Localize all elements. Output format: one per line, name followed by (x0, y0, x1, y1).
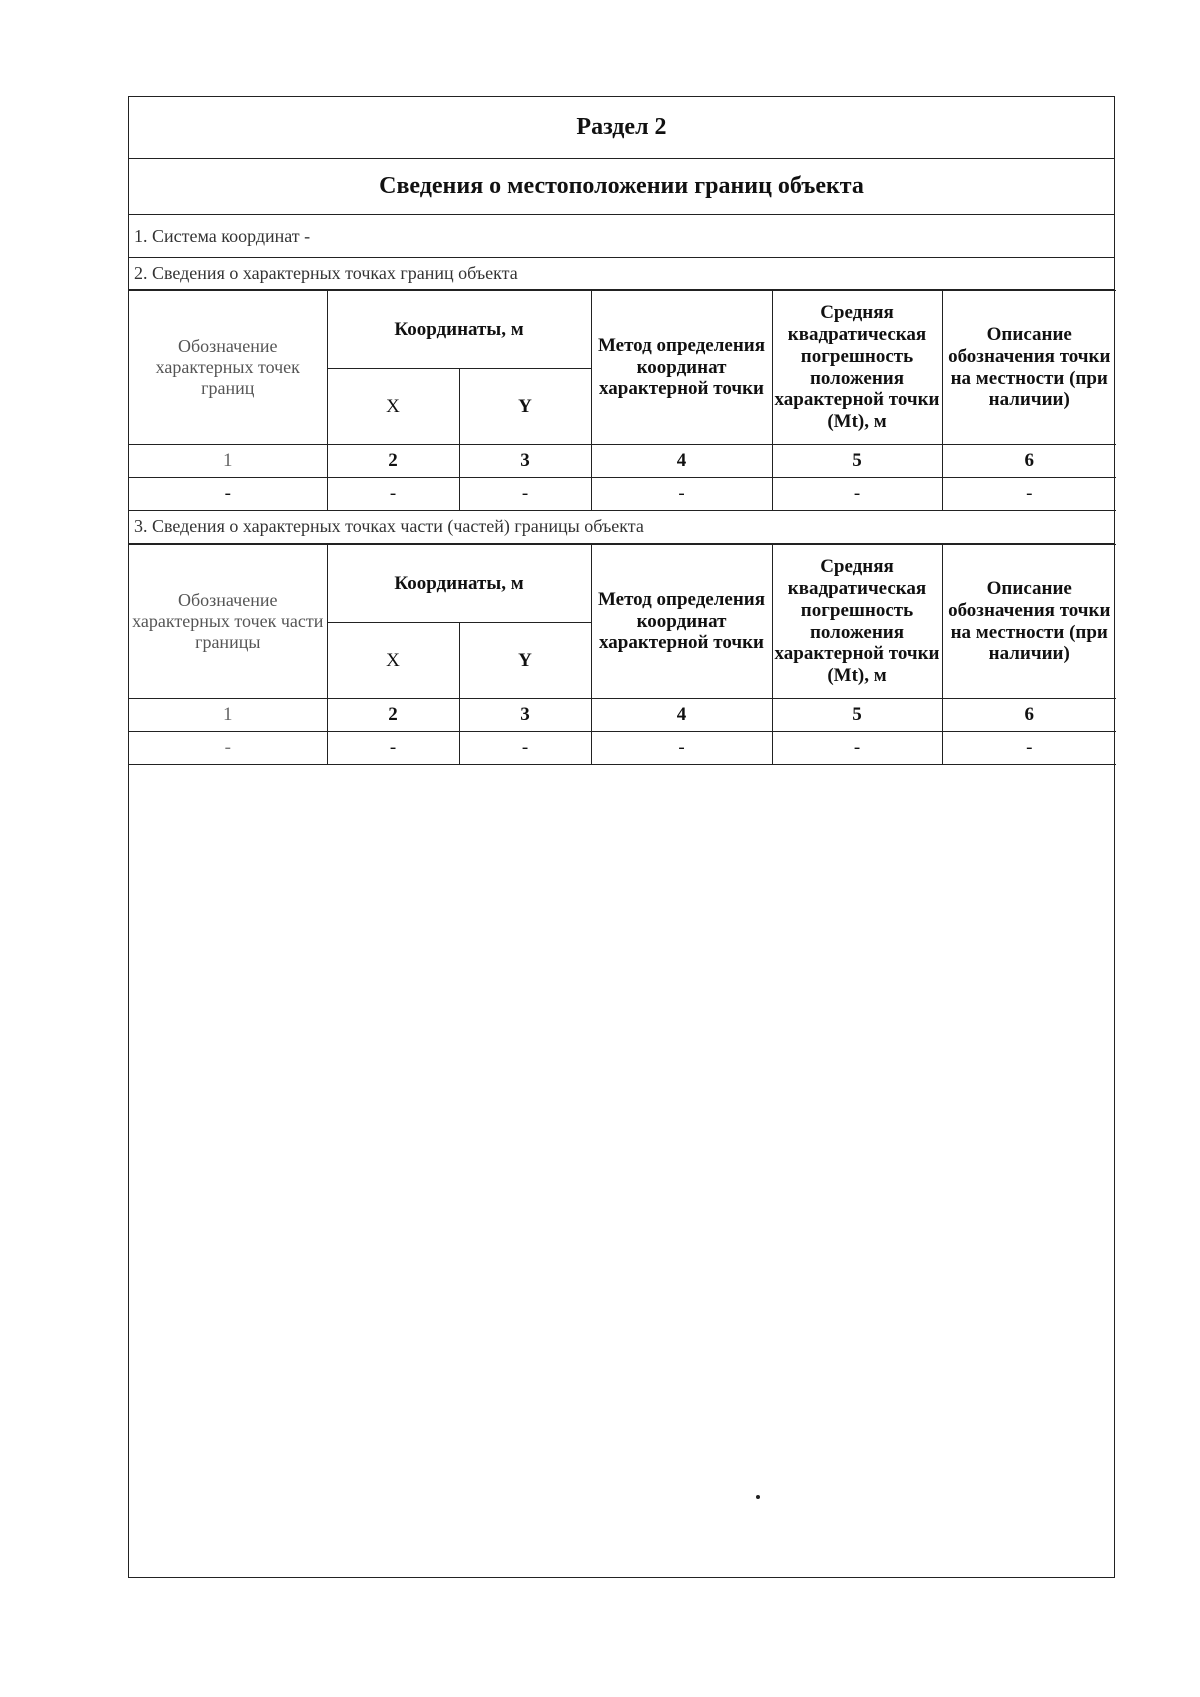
table-cell: - (459, 732, 591, 765)
header-method: Метод определения координат характерной точки (591, 291, 772, 445)
points-section-title: 2. Сведения о характерных точках границ объекта (129, 258, 1114, 290)
header-error: Средняя квадратическая погрешность положения характерной точки (Mt), м (772, 291, 942, 445)
column-numbers-row (129, 699, 1116, 732)
table-cell: - (327, 732, 459, 765)
stray-dot (756, 1495, 760, 1499)
table-cell: - (591, 478, 772, 511)
table-cell: - (129, 478, 327, 511)
table-cell: - (942, 732, 1116, 765)
table-cell: - (327, 478, 459, 511)
header-coordinates: Координаты, м (327, 545, 591, 623)
document-frame (128, 96, 1115, 1578)
col-num: 1 (129, 699, 327, 732)
header-point-designation: Обозначение характерных точек части границы (129, 545, 327, 699)
col-num: 5 (772, 699, 942, 732)
col-num: 2 (327, 699, 459, 732)
header-y: Y (459, 623, 591, 699)
col-num: 4 (591, 445, 772, 478)
column-numbers-row (129, 445, 1116, 478)
part-boundary-points-table (129, 544, 1116, 765)
header-x: X (327, 623, 459, 699)
table-cell: - (942, 478, 1116, 511)
header-description: Описание обозначения точки на местности (при наличии) (942, 545, 1116, 699)
header-description: Описание обозначения точки на местности (при наличии) (942, 291, 1116, 445)
table-cell: - (591, 732, 772, 765)
page-heading: Сведения о местоположении границ объекта (129, 159, 1114, 215)
col-num: 6 (942, 699, 1116, 732)
col-num: 5 (772, 445, 942, 478)
col-num: 3 (459, 699, 591, 732)
table-cell: - (772, 478, 942, 511)
col-num: 4 (591, 699, 772, 732)
header-point-designation: Обозначение характерных точек границ (129, 291, 327, 445)
col-num: 1 (129, 445, 327, 478)
header-x: X (327, 369, 459, 445)
section-title: Раздел 2 (129, 97, 1114, 159)
table-cell: - (129, 732, 327, 765)
header-y: Y (459, 369, 591, 445)
boundary-points-table (129, 290, 1116, 511)
header-coordinates: Координаты, м (327, 291, 591, 369)
table-row (129, 478, 1116, 511)
table-row (129, 732, 1116, 765)
header-error: Средняя квадратическая погрешность положения характерной точки (Mt), м (772, 545, 942, 699)
table-cell: - (772, 732, 942, 765)
header-method: Метод определения координат характерной точки (591, 545, 772, 699)
coordinate-system-line: 1. Система координат - (129, 215, 1114, 258)
col-num: 6 (942, 445, 1116, 478)
parts-section-title: 3. Сведения о характерных точках части (частей) границы объекта (129, 510, 1114, 544)
col-num: 3 (459, 445, 591, 478)
col-num: 2 (327, 445, 459, 478)
table-cell: - (459, 478, 591, 511)
